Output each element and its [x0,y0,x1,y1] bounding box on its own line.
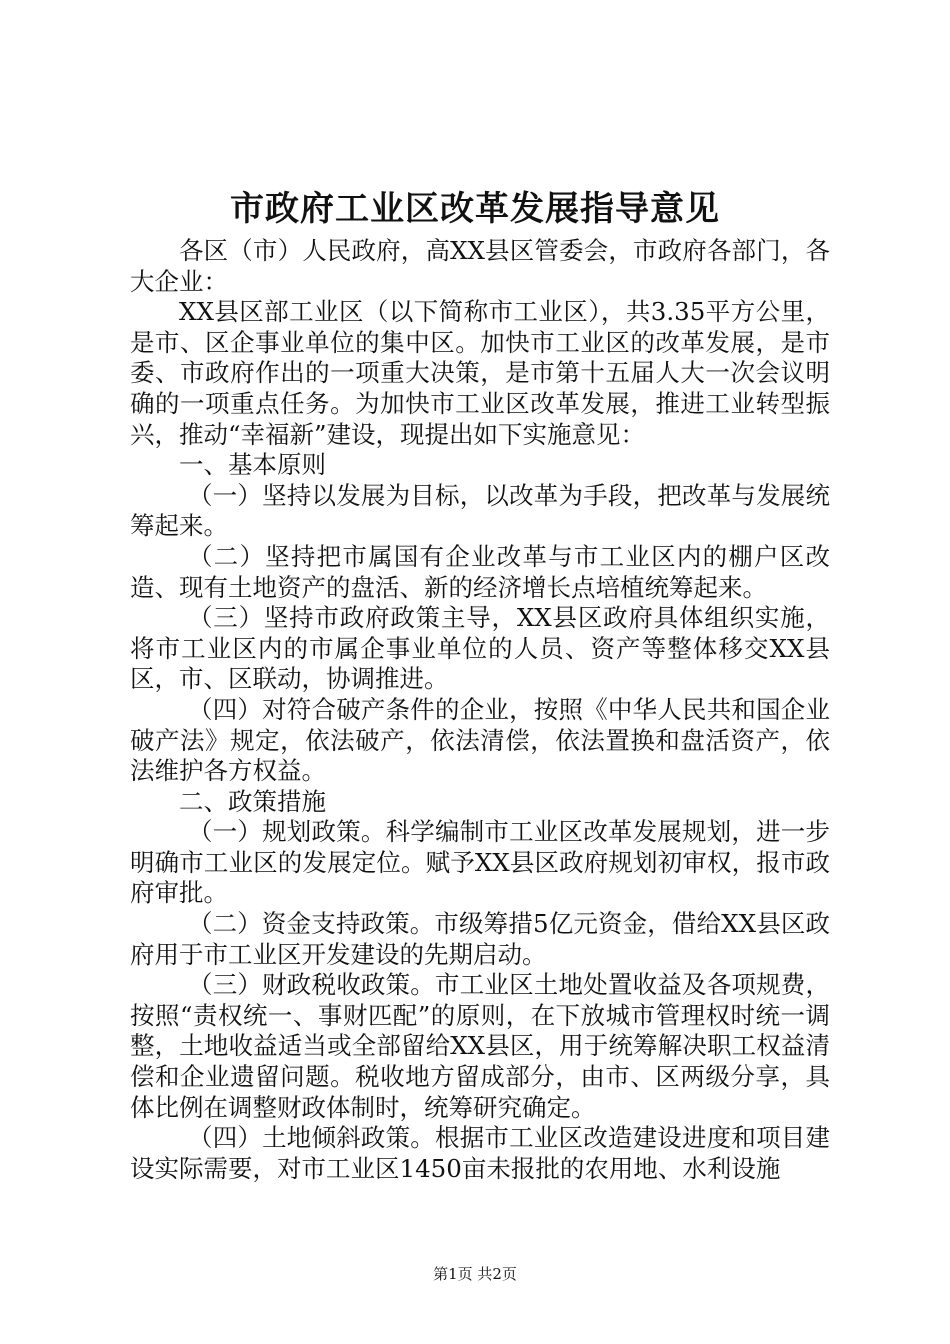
page-footer: 第1页 共2页 [433,1265,517,1283]
paragraph-policy-3: （三）财政税收政策。市工业区土地处置收益及各项规费，按照“责权统一、事财匹配”的原则，在下放城市管理权时统一调整，土地收益适当或全部留给XX县区，用于统筹解决职工权益清偿和企业遗留问题。税收地方留成部分，由市、区两级分享，具体比例在调整财政体制时，统筹研究确定。 [130,970,830,1122]
paragraph-intro: XX县区部工业区（以下简称市工业区），共3.35平方公里，是市、区企事业单位的集中区。加快市工业区的改革发展，是市委、市政府作出的一项重大决策，是市第十五届人大一次会议明确的一项重点任务。为加快市工业区改革发展，推进工业转型振兴，推动“幸福新”建设，现提出如下实施意见： [130,297,830,449]
document-title: 市政府工业区改革发展指导意见 [230,189,720,229]
section-heading-policies: 二、政策措施 [179,786,326,816]
document-body [130,236,830,1184]
paragraph-policy-2: （二）资金支持政策。市级筹措5亿元资金，借给XX县区政府用于市工业区开发建设的先期启动。 [130,909,830,969]
paragraph-policy-4: （四）土地倾斜政策。根据市工业区改造建设进度和项目建设实际需要，对市工业区1450亩未报批的农用地、水利设施 [130,1123,830,1183]
paragraph-principle-2: （二）坚持把市属国有企业改革与市工业区内的棚户区改造、现有土地资产的盘活、新的经济增长点培植统筹起来。 [130,541,830,602]
section-heading-principles: 一、基本原则 [179,450,326,480]
paragraph-salutation: 各区（市）人民政府，高XX县区管委会，市政府各部门，各大企业： [130,236,830,296]
paragraph-principle-4: （四）对符合破产条件的企业，按照《中华人民共和国企业破产法》规定，依法破产，依法清偿，依法置换和盘活资产，依法维护各方权益。 [130,694,830,786]
paragraph-principle-1: （一）坚持以发展为目标，以改革为手段，把改革与发展统筹起来。 [130,480,830,541]
paragraph-principle-3: （三）坚持市政府政策主导，XX县区政府具体组织实施，将市工业区内的市属企事业单位的人员、资产等整体移交XX县区，市、区联动，协调推进。 [130,603,830,694]
paragraph-policy-1: （一）规划政策。科学编制市工业区改革发展规划，进一步明确市工业区的发展定位。赋予XX县区政府规划初审权，报市政府审批。 [130,817,830,908]
